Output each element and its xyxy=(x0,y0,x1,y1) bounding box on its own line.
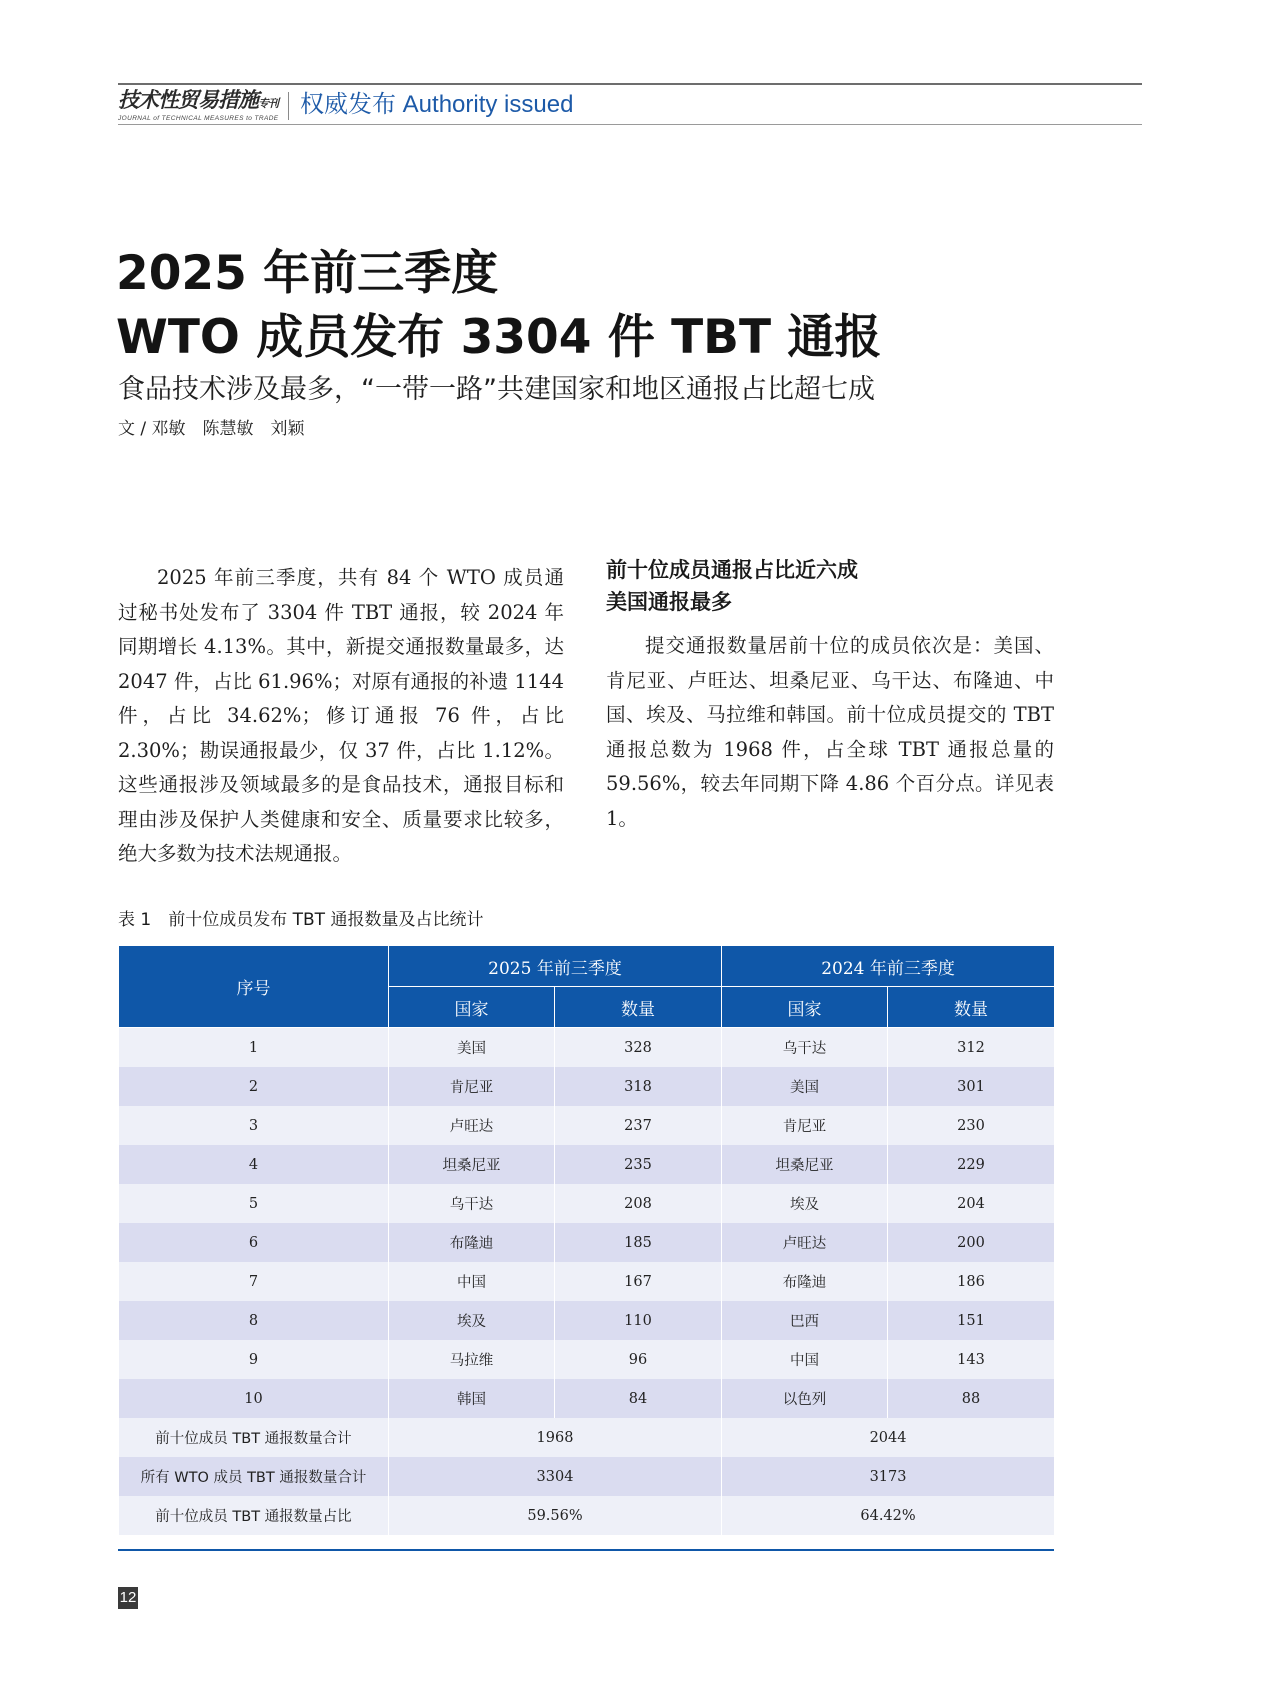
cell-count-2024: 312 xyxy=(888,1028,1055,1068)
header-group-2024: 2024 年前三季度 xyxy=(722,946,1055,987)
cell-country-2024: 肯尼亚 xyxy=(722,1106,888,1145)
section-label: 权威发布 Authority issued xyxy=(300,91,574,118)
cell-country-2024: 坦桑尼亚 xyxy=(722,1145,888,1184)
table-row xyxy=(119,1106,1055,1145)
article-title-line1: 2025 年前三季度 xyxy=(116,246,499,301)
header-count-2024: 数量 xyxy=(888,987,1055,1028)
cell-count-2024: 204 xyxy=(888,1184,1055,1223)
cell-count-2025: 84 xyxy=(555,1379,722,1418)
table-row xyxy=(119,1184,1055,1223)
cell-count-2025: 167 xyxy=(555,1262,722,1301)
cell-index: 3 xyxy=(119,1106,389,1145)
cell-country-2025: 美国 xyxy=(389,1028,555,1068)
article-title-line2: WTO 成员发布 3304 件 TBT 通报 xyxy=(116,310,882,365)
table-row xyxy=(119,1340,1055,1379)
table-caption: 表 1 前十位成员发布 TBT 通报数量及占比统计 xyxy=(118,910,484,930)
cell-index: 4 xyxy=(119,1145,389,1184)
statistics-table xyxy=(118,945,1054,1535)
cell-country-2024: 埃及 xyxy=(722,1184,888,1223)
header-country-2025: 国家 xyxy=(389,987,555,1028)
cell-index: 7 xyxy=(119,1262,389,1301)
cell-country-2024: 巴西 xyxy=(722,1301,888,1340)
summary-label: 所有 WTO 成员 TBT 通报数量合计 xyxy=(119,1457,389,1496)
body-column-right xyxy=(606,629,1054,836)
table-row xyxy=(119,1262,1055,1301)
cell-country-2025: 乌干达 xyxy=(389,1184,555,1223)
header-country-2024: 国家 xyxy=(722,987,888,1028)
cell-count-2025: 318 xyxy=(555,1067,722,1106)
header-bottom-rule xyxy=(118,124,1142,125)
cell-count-2025: 208 xyxy=(555,1184,722,1223)
cell-index: 5 xyxy=(119,1184,389,1223)
cell-index: 1 xyxy=(119,1028,389,1068)
table-row xyxy=(119,1379,1055,1418)
header-top-rule xyxy=(118,83,1142,85)
summary-value-2025: 3304 xyxy=(389,1457,722,1496)
cell-count-2024: 229 xyxy=(888,1145,1055,1184)
summary-value-2024: 3173 xyxy=(722,1457,1055,1496)
table-row xyxy=(119,1301,1055,1340)
cell-country-2024: 布隆迪 xyxy=(722,1262,888,1301)
paragraph-intro: 2025 年前三季度，共有 84 个 WTO 成员通过秘书处发布了 3304 件 TBT 通报，较 2024 年同期增长 4.13%。其中，新提交通报数量最多，达 2047 件，占比 61.96%；对原有通报的补遗 1144 件，占比 34.62%；修订通报 76 件，占比 2.30%；勘误通报最少，仅 37 件，占比 1.12%。这些通报涉及领域最多的是食品技术，通报目标和理由涉及保护人类健康和安全、质量要求比较多，绝大多数为技术法规通报。 xyxy=(118,566,564,865)
summary-row xyxy=(119,1418,1055,1457)
cell-count-2024: 88 xyxy=(888,1379,1055,1418)
cell-country-2025: 中国 xyxy=(389,1262,555,1301)
summary-value-2025: 59.56% xyxy=(389,1496,722,1535)
cell-count-2024: 151 xyxy=(888,1301,1055,1340)
body-column-left xyxy=(118,561,564,872)
cell-country-2025: 马拉维 xyxy=(389,1340,555,1379)
journal-logo xyxy=(118,89,280,121)
cell-country-2024: 卢旺达 xyxy=(722,1223,888,1262)
cell-country-2025: 坦桑尼亚 xyxy=(389,1145,555,1184)
cell-country-2024: 美国 xyxy=(722,1067,888,1106)
cell-country-2024: 以色列 xyxy=(722,1379,888,1418)
cell-index: 6 xyxy=(119,1223,389,1262)
article-byline: 文 / 邓敏 陈慧敏 刘颖 xyxy=(118,419,305,439)
cell-index: 10 xyxy=(119,1379,389,1418)
table-row xyxy=(119,1028,1055,1068)
page-number: 12 xyxy=(118,1587,138,1609)
header-count-2025: 数量 xyxy=(555,987,722,1028)
cell-count-2025: 96 xyxy=(555,1340,722,1379)
summary-label: 前十位成员 TBT 通报数量合计 xyxy=(119,1418,389,1457)
cell-count-2025: 235 xyxy=(555,1145,722,1184)
paragraph-top-ten: 提交通报数量居前十位的成员依次是：美国、肯尼亚、卢旺达、坦桑尼亚、乌干达、布隆迪、中国、埃及、马拉维和韩国。前十位成员提交的 TBT 通报总数为 1968 件，占全球 TBT 通报总量的 59.56%，较去年同期下降 4.86 个百分点。详见表 1。 xyxy=(606,634,1054,830)
logo-cn-small: 专刊 xyxy=(258,97,278,110)
cell-country-2025: 肯尼亚 xyxy=(389,1067,555,1106)
summary-value-2025: 1968 xyxy=(389,1418,722,1457)
table-row xyxy=(119,1145,1055,1184)
table-bottom-rule xyxy=(118,1549,1054,1551)
logo-en-text: JOURNAL of TECHNICAL MEASURES to TRADE xyxy=(118,115,279,122)
cell-country-2024: 乌干达 xyxy=(722,1028,888,1068)
header-separator xyxy=(288,92,289,120)
cell-count-2024: 301 xyxy=(888,1067,1055,1106)
cell-count-2024: 143 xyxy=(888,1340,1055,1379)
summary-value-2024: 64.42% xyxy=(722,1496,1055,1535)
cell-count-2025: 185 xyxy=(555,1223,722,1262)
summary-row xyxy=(119,1496,1055,1535)
summary-label: 前十位成员 TBT 通报数量占比 xyxy=(119,1496,389,1535)
cell-count-2025: 237 xyxy=(555,1106,722,1145)
cell-index: 9 xyxy=(119,1340,389,1379)
cell-count-2024: 230 xyxy=(888,1106,1055,1145)
logo-cn-text: 技术性贸易措施 xyxy=(118,88,258,112)
table-row xyxy=(119,1067,1055,1106)
cell-country-2024: 中国 xyxy=(722,1340,888,1379)
cell-count-2025: 110 xyxy=(555,1301,722,1340)
header-index: 序号 xyxy=(119,946,389,1028)
cell-index: 8 xyxy=(119,1301,389,1340)
cell-index: 2 xyxy=(119,1067,389,1106)
section-heading-line1: 前十位成员通报占比近六成 xyxy=(606,558,858,582)
summary-value-2024: 2044 xyxy=(722,1418,1055,1457)
cell-country-2025: 布隆迪 xyxy=(389,1223,555,1262)
cell-country-2025: 卢旺达 xyxy=(389,1106,555,1145)
section-heading-line2: 美国通报最多 xyxy=(606,590,732,614)
header-group-2025: 2025 年前三季度 xyxy=(389,946,722,987)
cell-country-2025: 韩国 xyxy=(389,1379,555,1418)
cell-count-2025: 328 xyxy=(555,1028,722,1068)
section-heading xyxy=(606,554,1054,618)
table-row xyxy=(119,1223,1055,1262)
cell-country-2025: 埃及 xyxy=(389,1301,555,1340)
summary-row xyxy=(119,1457,1055,1496)
cell-count-2024: 186 xyxy=(888,1262,1055,1301)
cell-count-2024: 200 xyxy=(888,1223,1055,1262)
article-subtitle: 食品技术涉及最多，“一带一路”共建国家和地区通报占比超七成 xyxy=(118,374,875,405)
